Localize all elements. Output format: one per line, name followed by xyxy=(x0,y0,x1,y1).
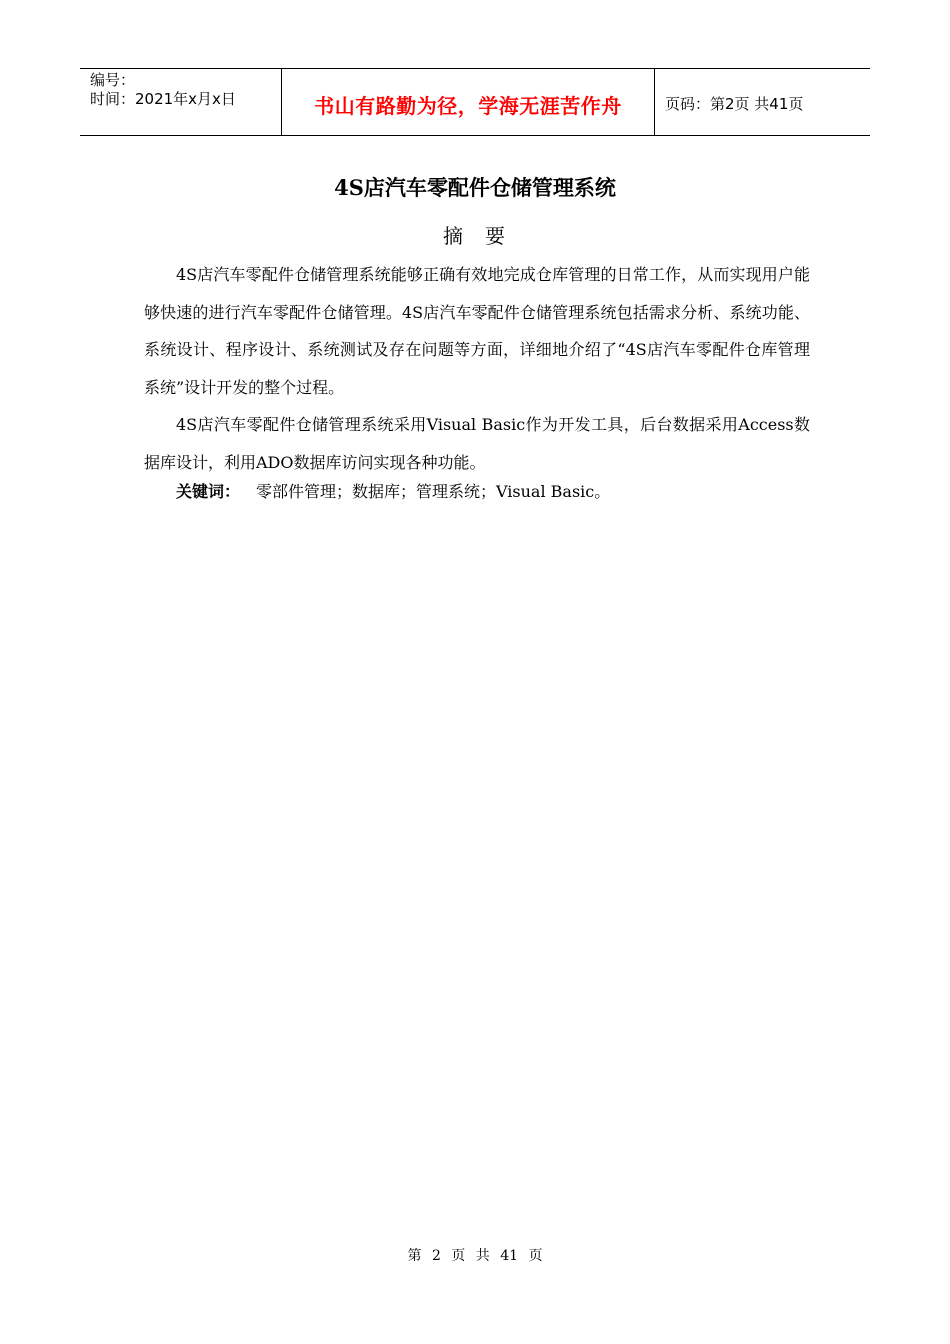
header-meta xyxy=(80,69,282,135)
keywords-label: 关键词： xyxy=(176,482,241,501)
document-number-label: 编号： xyxy=(90,71,136,89)
keywords-line xyxy=(176,480,610,504)
abstract-body xyxy=(144,256,810,481)
abstract-paragraph-1: 4S店汽车零配件仓储管理系统能够正确有效地完成仓库管理的日常工作，从而实现用户能够快速的进行汽车零配件仓储管理。4S店汽车零配件仓储管理系统包括需求分析、系统功能、系统设计、程序设计、系统测试及存在问题等方面，详细地介绍了“4S店汽车零配件仓库管理系统”设计开发的整个过程。 xyxy=(144,265,810,397)
header-page-info xyxy=(655,69,870,135)
motto-text: 书山有路勤为径，学海无涯苦作舟 xyxy=(314,93,622,118)
page-info-text: 页码：第2页 共41页 xyxy=(665,94,804,113)
abstract-paragraph-2: 4S店汽车零配件仓储管理系统采用Visual Basic作为开发工具，后台数据采用Access数据库设计，利用ADO数据库访问实现各种功能。 xyxy=(144,415,810,472)
header-motto-cell xyxy=(282,69,655,135)
abstract-heading: 摘要 xyxy=(443,224,527,248)
document-time: 时间：2021年x月x日 xyxy=(90,90,236,108)
keywords-text: 零部件管理；数据库；管理系统；Visual Basic。 xyxy=(256,482,611,501)
document-title: 4S店汽车零配件仓储管理系统 xyxy=(334,175,616,200)
page-footer: 第 2 页 共 41 页 xyxy=(407,1248,543,1264)
page-header xyxy=(80,68,870,136)
